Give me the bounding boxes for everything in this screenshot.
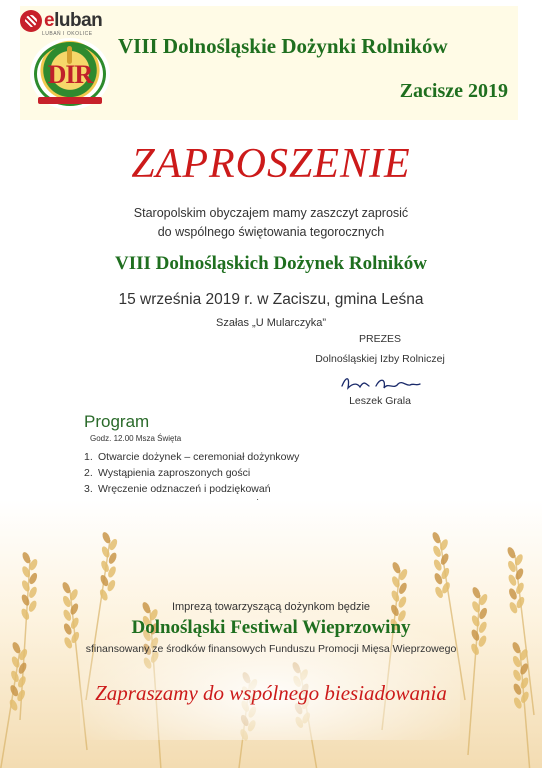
- header-subtitle: Zacisze 2019: [399, 80, 508, 102]
- signatory-organization: Dolnośląskiej Izby Rolniczej: [315, 353, 445, 365]
- event-date-place: 15 września 2019 r. w Zaciszu, gmina Leśna: [118, 291, 424, 308]
- program-item: 1. Otwarcie dożynek – ceremoniał dożynkowy: [84, 451, 300, 463]
- eluban-logo-text: eluban: [44, 10, 103, 31]
- signatory-role: PREZES: [358, 333, 401, 345]
- handwritten-signature: [336, 372, 426, 394]
- eluban-logo-icon: [20, 10, 42, 32]
- site-tagline: LUBAŃ I OKOLICE: [42, 31, 93, 37]
- closing-invitation: Zapraszamy do wspólnego biesiadowania: [95, 681, 447, 705]
- intro-line-1: Staropolskim obyczajem mamy zaszczyt zaprosić: [133, 206, 409, 220]
- program-title: Program: [84, 412, 150, 431]
- signatory-name: Leszek Grala: [349, 395, 411, 407]
- header-title: VIII Dolnośląskie Dożynki Rolników: [118, 34, 448, 58]
- eluban-logo-rest: luban: [54, 10, 103, 31]
- program-time-note: Godz. 12.00 Msza Święta: [90, 434, 182, 443]
- invitation-intro: [0, 204, 542, 242]
- eluban-logo[interactable]: [20, 10, 102, 32]
- intro-line-2: do wspólnego świętowania tegorocznych: [157, 225, 385, 239]
- invitation-title: ZAPROSZENIE: [131, 141, 411, 187]
- dir-emblem: [30, 38, 110, 110]
- event-name: VIII Dolnośląskich Dożynek Rolników: [115, 253, 427, 274]
- funding-note: sfinansowany ze środków finansowych Funduszu Promocji Mięsa Wieprzowego: [85, 643, 457, 655]
- festival-name: Dolnośląski Festiwal Wieprzowiny: [131, 617, 411, 638]
- event-venue: Szałas „U Mularczyka”: [215, 317, 327, 329]
- emblem-text: DIR: [47, 60, 93, 89]
- program-item: 3. Wręczenie odznaczeń i podziękowań: [84, 483, 271, 495]
- invitation-header: [20, 6, 518, 120]
- emblem-ribbon: [38, 97, 102, 104]
- program-item: 2. Wystąpienia zaproszonych gości: [84, 467, 251, 479]
- companion-event-note: Imprezą towarzyszącą dożynkom będzie: [171, 601, 371, 613]
